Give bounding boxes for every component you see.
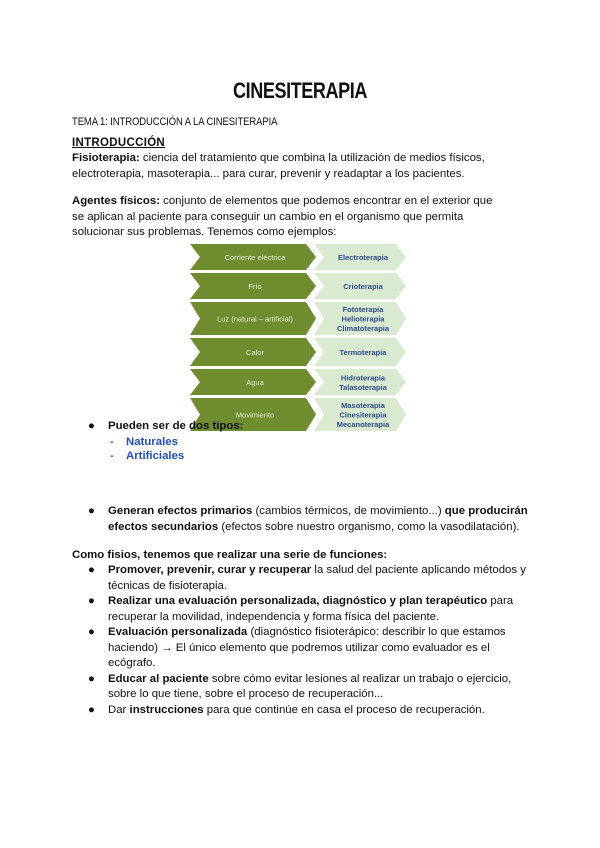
funciones-heading: Como fisios, tenemos que realizar una serie de funciones: bbox=[72, 549, 388, 561]
therapy-label: Masoterapia bbox=[341, 401, 385, 410]
tipos-label: Pueden ser de dos tipos: bbox=[108, 420, 244, 432]
therapy-label: Fototerapia bbox=[342, 305, 384, 314]
section-heading: INTRODUCCIÓN bbox=[72, 137, 166, 149]
therapy-label: Electroterapia bbox=[337, 253, 389, 262]
efectos-bold-2: que producirán bbox=[444, 505, 528, 517]
list-item bbox=[88, 449, 528, 464]
list-item bbox=[88, 625, 528, 672]
funcion-bold: Promover, prevenir, curar y recuperar bbox=[108, 564, 312, 576]
tipo-artificiales: Artificiales bbox=[126, 450, 185, 462]
fisioterapia-paragraph bbox=[72, 151, 532, 182]
funciones-list bbox=[88, 563, 528, 718]
agents-diagram-svg bbox=[190, 244, 418, 429]
page-title: CINESITERAPIA bbox=[232, 78, 367, 103]
diagram-row bbox=[190, 273, 406, 299]
therapy-label: Talasoterapia bbox=[339, 382, 387, 392]
list-item bbox=[88, 504, 528, 535]
agentes-term: Agentes físicos: bbox=[72, 195, 160, 207]
agent-label: Agua bbox=[246, 378, 264, 387]
funcion-bold: Educar al paciente bbox=[108, 672, 209, 685]
tipos-list bbox=[88, 419, 528, 464]
diagram-row bbox=[190, 338, 406, 366]
diagram-row bbox=[190, 244, 406, 270]
bullet-icon: ● bbox=[88, 672, 95, 685]
funcion-text: sobre lo que tiene, sobre el proceso de recuperación... bbox=[108, 688, 384, 700]
funcion-bold: Realizar una evaluación personalizada, diagnóstico y plan terapéutico bbox=[108, 595, 488, 607]
funcion-text: técnicas de fisioterapia. bbox=[108, 579, 228, 592]
funcion-text: para que continúe en casa el proceso de recuperación. bbox=[203, 703, 485, 716]
tipo-naturales: Naturales bbox=[126, 435, 178, 448]
funcion-bold: Evaluación personalizada bbox=[108, 626, 248, 638]
funcion-text: haciendo) → El único elemento que podremos utilizar como evaluador es el bbox=[108, 641, 490, 654]
bullet-icon: ● bbox=[88, 626, 95, 638]
fisioterapia-text-2: electroterapia, masoterapia... para curar, prevenir y readaptar a los pacientes. bbox=[72, 167, 465, 180]
therapy-label: Crioterapia bbox=[343, 282, 383, 291]
topic-heading: TEMA 1: INTRODUCCIÓN A LA CINESITERAPIA bbox=[72, 116, 278, 128]
list-item bbox=[88, 594, 528, 625]
dash-icon: - bbox=[110, 435, 114, 448]
funcion-text: recuperar la movilidad, independencia y forma física del paciente. bbox=[108, 610, 440, 623]
diagram-row bbox=[190, 302, 406, 335]
therapy-label: Helioterapia bbox=[341, 314, 385, 324]
agent-label: Frío bbox=[248, 282, 262, 291]
agent-label: Calor bbox=[246, 348, 264, 357]
fisioterapia-term: Fisioterapia: bbox=[72, 152, 140, 164]
therapy-label: Hidroterapia bbox=[340, 373, 386, 383]
funcion-bold: instrucciones bbox=[129, 703, 204, 716]
funcion-text: (diagnóstico fisioterápico: describir lo que estamos bbox=[247, 626, 506, 638]
efectos-bold-1: Generan efectos primarios bbox=[108, 505, 253, 517]
dash-icon: - bbox=[110, 450, 114, 462]
therapy-label: Cinesiterapia bbox=[339, 410, 387, 420]
diagram-row bbox=[190, 369, 406, 395]
agent-label: Movimiento bbox=[235, 410, 275, 420]
agentes-text-2: se aplican al paciente para conseguir un cambio en el organismo que permita bbox=[72, 210, 464, 223]
efectos-text-1: (cambios térmicos, de movimiento...) bbox=[252, 505, 445, 517]
agents-diagram bbox=[190, 244, 418, 429]
therapy-label: Termoterapia bbox=[339, 348, 387, 357]
funcion-text: la salud del paciente aplicando métodos y bbox=[311, 564, 526, 576]
bullet-icon: ● bbox=[88, 420, 95, 432]
agentes-text-3: solucionar sus problemas. Tenemos como ejemplos: bbox=[72, 226, 337, 238]
efectos-bold-3: efectos secundarios bbox=[108, 520, 219, 533]
funcion-text: Dar bbox=[108, 703, 130, 716]
agent-label: Luz (natural – artificial) bbox=[217, 314, 293, 324]
list-item bbox=[88, 563, 528, 594]
agentes-text-1: conjunto de elementos que podemos encontrar en el exterior que bbox=[159, 195, 493, 207]
bullet-icon: ● bbox=[88, 564, 95, 576]
list-item bbox=[88, 703, 528, 719]
agent-label: Corriente eléctrica bbox=[224, 253, 286, 262]
bullet-icon: ● bbox=[88, 505, 95, 517]
bullet-icon: ● bbox=[88, 703, 95, 716]
list-item bbox=[88, 435, 528, 450]
list-item bbox=[88, 672, 528, 703]
therapy-label: Mecanoterapia bbox=[336, 420, 390, 429]
agentes-paragraph bbox=[72, 194, 532, 241]
funcion-text: para bbox=[487, 595, 514, 607]
therapy-label: Climatoterapia bbox=[336, 324, 390, 333]
bullet-icon: ● bbox=[88, 595, 95, 607]
efectos-list bbox=[88, 504, 528, 535]
fisioterapia-text-1: ciencia del tratamiento que combina la utilización de medios físicos, bbox=[139, 152, 485, 164]
funcion-text: ecógrafo. bbox=[108, 657, 156, 669]
list-item bbox=[88, 419, 528, 435]
efectos-text-2: (efectos sobre nuestro organismo, como la vasodilatación). bbox=[218, 520, 520, 533]
funcion-text: sobre cómo evitar lesiones al realizar un trabajo o ejercicio, bbox=[208, 672, 512, 685]
